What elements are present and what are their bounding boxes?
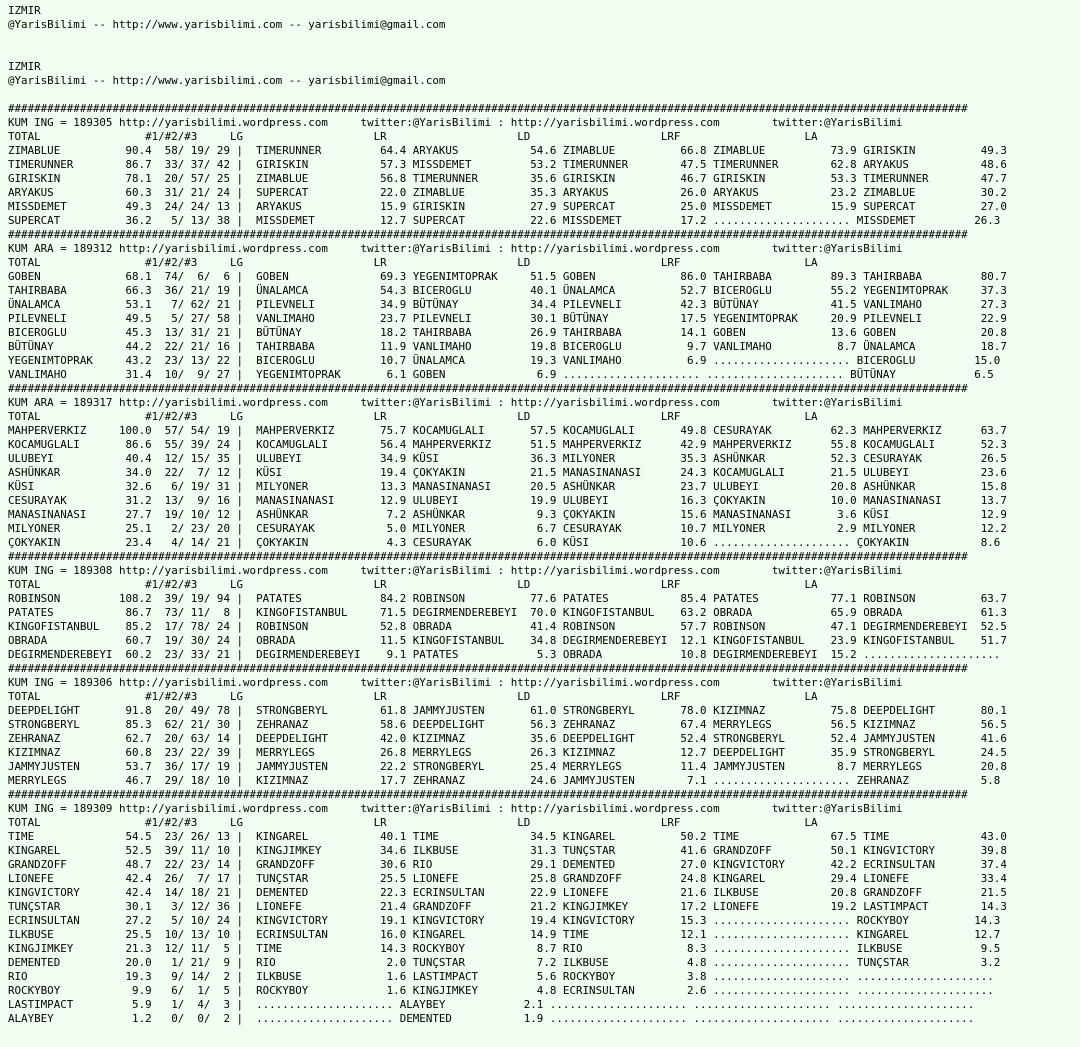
table-row: TIMERUNNER 86.7 33/ 37/ 42 | GIRISKIN 57.3 MISSDEMET 53.2 TIMERUNNER 47.5 TIMERUNNER 62.8 ARYAKUS 48.6 (8, 158, 1007, 171)
column-headers: TOTAL #1/#2/#3 LG LR LD LRF LA (8, 578, 818, 591)
table-row: MERRYLEGS 46.7 29/ 18/ 10 | KIZIMNAZ 17.7 ZEHRANAZ 24.6 JAMMYJUSTEN 7.1 ..................... ZEHRANAZ 5.8 (8, 774, 1001, 787)
race-title: KUM ING = 189309 http://yarisbilimi.wordpress.com twitter:@YarisBilimi : http://yarisbilimi.wordpress.com twitter:@YarisBilimi (8, 802, 903, 815)
race-table (8, 788, 1080, 1026)
table-row: BICEROGLU 45.3 13/ 31/ 21 | BÜTÜNAY 18.2 TAHIRBABA 26.9 TAHIRBABA 14.1 GOBEN 13.6 GOBEN 20.8 (8, 326, 1007, 339)
table-row: KINGAREL 52.5 39/ 11/ 10 | KINGJIMKEY 34.6 ILKBUSE 31.3 TUNÇSTAR 41.6 GRANDZOFF 50.1 KINGVICTORY 39.8 (8, 844, 1007, 857)
header-contact: @YarisBilimi -- http://www.yarisbilimi.com -- yarisbilimi@gmail.com (8, 74, 446, 87)
table-row: MAHPERVERKIZ 100.0 57/ 54/ 19 | MAHPERVERKIZ 75.7 KOCAMUGLALI 57.5 KOCAMUGLALI 49.8 CESURAYAK 62.3 MAHPERVERKIZ 63.7 (8, 424, 1007, 437)
table-row: RIO 19.3 9/ 14/ 2 | ILKBUSE 1.6 LASTIMPACT 5.6 ROCKYBOY 3.8 ..................... ..................... (8, 970, 994, 983)
table-row: DEMENTED 20.0 1/ 21/ 9 | RIO 2.0 TUNÇSTAR 7.2 ILKBUSE 4.8 ..................... TUNÇSTAR 3.2 (8, 956, 1001, 969)
column-headers: TOTAL #1/#2/#3 LG LR LD LRF LA (8, 130, 818, 143)
spacer (8, 46, 1080, 60)
separator: ################################################################################################################################################### (8, 228, 968, 241)
column-headers: TOTAL #1/#2/#3 LG LR LD LRF LA (8, 816, 818, 829)
table-row: KÜSI 32.6 6/ 19/ 31 | MILYONER 13.3 MANASINANASI 20.5 ASHÜNKAR 23.7 ULUBEYI 20.8 ASHÜNKAR 15.8 (8, 480, 1007, 493)
table-row: VANLIMAHO 31.4 10/ 9/ 27 | YEGENIMTOPRAK 6.1 GOBEN 6.9 ..................... ..................... BÜTÜNAY 6.5 (8, 368, 994, 381)
header-city: IZMIR (8, 60, 41, 73)
race-title: KUM ING = 189306 http://yarisbilimi.wordpress.com twitter:@YarisBilimi : http://yarisbilimi.wordpress.com twitter:@YarisBilimi (8, 676, 903, 689)
table-row: ZIMABLUE 90.4 58/ 19/ 29 | TIMERUNNER 64.4 ARYAKUS 54.6 ZIMABLUE 66.8 ZIMABLUE 73.9 GIRISKIN 49.3 (8, 144, 1007, 157)
separator: ################################################################################################################################################### (8, 788, 968, 801)
race-title: KUM ARA = 189312 http://yarisbilimi.wordpress.com twitter:@YarisBilimi : http://yarisbilimi.wordpress.com twitter:@YarisBilimi (8, 242, 903, 255)
table-row: KINGOFISTANBUL 85.2 17/ 78/ 24 | ROBINSON 52.8 OBRADA 41.4 ROBINSON 57.7 ROBINSON 47.1 DEGIRMENDEREBEYI 52.5 (8, 620, 1007, 633)
table-row: MISSDEMET 49.3 24/ 24/ 13 | ARYAKUS 15.9 GIRISKIN 27.9 SUPERCAT 25.0 MISSDEMET 15.9 SUPERCAT 27.0 (8, 200, 1007, 213)
table-row: YEGENIMTOPRAK 43.2 23/ 13/ 22 | BICEROGLU 10.7 ÜNALAMCA 19.3 VANLIMAHO 6.9 ..................... BICEROGLU 15.0 (8, 354, 1001, 367)
table-row: BÜTÜNAY 44.2 22/ 21/ 16 | TAHIRBABA 11.9 VANLIMAHO 19.8 BICEROGLU 9.7 VANLIMAHO 8.7 ÜNALAMCA 18.7 (8, 340, 1007, 353)
race-title: KUM ING = 189308 http://yarisbilimi.wordpress.com twitter:@YarisBilimi : http://yarisbilimi.wordpress.com twitter:@YarisBilimi (8, 564, 903, 577)
table-row: KIZIMNAZ 60.8 23/ 22/ 39 | MERRYLEGS 26.8 MERRYLEGS 26.3 KIZIMNAZ 12.7 DEEPDELIGHT 35.9 STRONGBERYL 24.5 (8, 746, 1007, 759)
race-title: KUM ARA = 189317 http://yarisbilimi.wordpress.com twitter:@YarisBilimi : http://yarisbilimi.wordpress.com twitter:@YarisBilimi (8, 396, 903, 409)
table-row: TUNÇSTAR 30.1 3/ 12/ 36 | LIONEFE 21.4 GRANDZOFF 21.2 KINGJIMKEY 17.2 LIONEFE 19.2 LASTIMPACT 14.3 (8, 900, 1007, 913)
separator: ################################################################################################################################################### (8, 550, 968, 563)
header-contact: @YarisBilimi -- http://www.yarisbilimi.com -- yarisbilimi@gmail.com (8, 18, 446, 31)
race-title: KUM ING = 189305 http://yarisbilimi.wordpress.com twitter:@YarisBilimi : http://yarisbilimi.wordpress.com twitter:@YarisBilimi (8, 116, 903, 129)
table-row: DEEPDELIGHT 91.8 20/ 49/ 78 | STRONGBERYL 61.8 JAMMYJUSTEN 61.0 STRONGBERYL 78.0 KIZIMNAZ 75.8 DEEPDELIGHT 80.1 (8, 704, 1007, 717)
table-row: MILYONER 25.1 2/ 23/ 20 | CESURAYAK 5.0 MILYONER 6.7 CESURAYAK 10.7 MILYONER 2.9 MILYONER 12.2 (8, 522, 1007, 535)
table-row: JAMMYJUSTEN 53.7 36/ 17/ 19 | JAMMYJUSTEN 22.2 STRONGBERYL 25.4 MERRYLEGS 11.4 JAMMYJUSTEN 8.7 MERRYLEGS 20.8 (8, 760, 1007, 773)
table-row: GIRISKIN 78.1 20/ 57/ 25 | ZIMABLUE 56.8 TIMERUNNER 35.6 GIRISKIN 46.7 GIRISKIN 53.3 TIMERUNNER 47.7 (8, 172, 1007, 185)
separator: ################################################################################################################################################### (8, 102, 968, 115)
table-row: ARYAKUS 60.3 31/ 21/ 24 | SUPERCAT 22.0 ZIMABLUE 35.3 ARYAKUS 26.0 ARYAKUS 23.2 ZIMABLUE 30.2 (8, 186, 1007, 199)
table-row: ECRINSULTAN 27.2 5/ 10/ 24 | KINGVICTORY 19.1 KINGVICTORY 19.4 KINGVICTORY 15.3 ..................... ROCKYBOY 14.3 (8, 914, 1001, 927)
race-table (8, 228, 1080, 382)
race-table (8, 102, 1080, 228)
table-row: ZEHRANAZ 62.7 20/ 63/ 14 | DEEPDELIGHT 42.0 KIZIMNAZ 35.6 DEEPDELIGHT 52.4 STRONGBERYL 52.4 JAMMYJUSTEN 41.6 (8, 732, 1007, 745)
table-row: STRONGBERYL 85.3 62/ 21/ 30 | ZEHRANAZ 58.6 DEEPDELIGHT 56.3 ZEHRANAZ 67.4 MERRYLEGS 56.5 KIZIMNAZ 56.5 (8, 718, 1007, 731)
table-row: GOBEN 68.1 74/ 6/ 6 | GOBEN 69.3 YEGENIMTOPRAK 51.5 GOBEN 86.0 TAHIRBABA 89.3 TAHIRBABA 80.7 (8, 270, 1007, 283)
table-row: GRANDZOFF 48.7 22/ 23/ 14 | GRANDZOFF 30.6 RIO 29.1 DEMENTED 27.0 KINGVICTORY 42.2 ECRINSULTAN 37.4 (8, 858, 1007, 871)
separator: ################################################################################################################################################### (8, 662, 968, 675)
table-row: PATATES 86.7 73/ 11/ 8 | KINGOFISTANBUL 71.5 DEGIRMENDEREBEYI 70.0 KINGOFISTANBUL 63.2 OBRADA 65.9 OBRADA 61.3 (8, 606, 1007, 619)
race-table (8, 662, 1080, 788)
table-row: PILEVNELI 49.5 5/ 27/ 58 | VANLIMAHO 23.7 PILEVNELI 30.1 BÜTÜNAY 17.5 YEGENIMTOPRAK 20.9 PILEVNELI 22.9 (8, 312, 1007, 325)
table-row: KINGVICTORY 42.4 14/ 18/ 21 | DEMENTED 22.3 ECRINSULTAN 22.9 LIONEFE 21.6 ILKBUSE 20.8 GRANDZOFF 21.5 (8, 886, 1007, 899)
table-row: KOCAMUGLALI 86.6 55/ 39/ 24 | KOCAMUGLALI 56.4 MAHPERVERKIZ 51.5 MAHPERVERKIZ 42.9 MAHPERVERKIZ 55.8 KOCAMUGLALI 52.3 (8, 438, 1007, 451)
table-row: CESURAYAK 31.2 13/ 9/ 16 | MANASINANASI 12.9 ULUBEYI 19.9 ULUBEYI 16.3 ÇOKYAKIN 10.0 MANASINANASI 13.7 (8, 494, 1007, 507)
table-row: MANASINANASI 27.7 19/ 10/ 12 | ASHÜNKAR 7.2 ASHÜNKAR 9.3 ÇOKYAKIN 15.6 MANASINANASI 3.6 KÜSI 12.9 (8, 508, 1007, 521)
table-row: ULUBEYI 40.4 12/ 15/ 35 | ULUBEYI 34.9 KÜSI 36.3 MILYONER 35.3 ASHÜNKAR 52.3 CESURAYAK 26.5 (8, 452, 1007, 465)
table-row: ALAYBEY 1.2 0/ 0/ 2 | ..................... DEMENTED 1.9 ..................... ..................... ..................... (8, 1012, 975, 1025)
table-row: LIONEFE 42.4 26/ 7/ 17 | TUNÇSTAR 25.5 LIONEFE 25.8 GRANDZOFF 24.8 KINGAREL 29.4 LIONEFE 33.4 (8, 872, 1007, 885)
race-tables (8, 102, 1080, 1026)
column-headers: TOTAL #1/#2/#3 LG LR LD LRF LA (8, 690, 818, 703)
table-row: LASTIMPACT 5.9 1/ 4/ 3 | ..................... ALAYBEY 2.1 ..................... ..................... ..................... (8, 998, 975, 1011)
table-row: ASHÜNKAR 34.0 22/ 7/ 12 | KÜSI 19.4 ÇOKYAKIN 21.5 MANASINANASI 24.3 KOCAMUGLALI 21.5 ULUBEYI 23.6 (8, 466, 1007, 479)
table-row: ÜNALAMCA 53.1 7/ 62/ 21 | PILEVNELI 34.9 BÜTÜNAY 34.4 PILEVNELI 42.3 BÜTÜNAY 41.5 VANLIMAHO 27.3 (8, 298, 1007, 311)
race-table (8, 550, 1080, 662)
column-headers: TOTAL #1/#2/#3 LG LR LD LRF LA (8, 410, 818, 423)
separator: ################################################################################################################################################### (8, 382, 968, 395)
race-table (8, 382, 1080, 550)
header-city: IZMIR (8, 4, 41, 17)
table-row: ROCKYBOY 9.9 6/ 1/ 5 | ROCKYBOY 1.6 KINGJIMKEY 4.8 ECRINSULTAN 2.6 ..................... ..................... (8, 984, 994, 997)
table-row: OBRADA 60.7 19/ 30/ 24 | OBRADA 11.5 KINGOFISTANBUL 34.8 DEGIRMENDEREBEYI 12.1 KINGOFISTANBUL 23.9 KINGOFISTANBUL 51.7 (8, 634, 1007, 647)
table-row: KINGJIMKEY 21.3 12/ 11/ 5 | TIME 14.3 ROCKYBOY 8.7 RIO 8.3 ..................... ILKBUSE 9.5 (8, 942, 1001, 955)
table-row: ROBINSON 108.2 39/ 19/ 94 | PATATES 84.2 ROBINSON 77.6 PATATES 85.4 PATATES 77.1 ROBINSON 63.7 (8, 592, 1007, 605)
table-row: TIME 54.5 23/ 26/ 13 | KINGAREL 40.1 TIME 34.5 KINGAREL 50.2 TIME 67.5 TIME 43.0 (8, 830, 1007, 843)
table-row: SUPERCAT 36.2 5/ 13/ 38 | MISSDEMET 12.7 SUPERCAT 22.6 MISSDEMET 17.2 ..................... MISSDEMET 26.3 (8, 214, 1001, 227)
table-row: ÇOKYAKIN 23.4 4/ 14/ 21 | ÇOKYAKIN 4.3 CESURAYAK 6.0 KÜSI 10.6 ..................... ÇOKYAKIN 8.6 (8, 536, 1001, 549)
spacer (8, 88, 1080, 102)
spacer (8, 32, 1080, 46)
table-row: TAHIRBABA 66.3 36/ 21/ 19 | ÜNALAMCA 54.3 BICEROGLU 40.1 ÜNALAMCA 52.7 BICEROGLU 55.2 YEGENIMTOPRAK 37.3 (8, 284, 1007, 297)
table-row: DEGIRMENDEREBEYI 60.2 23/ 33/ 21 | DEGIRMENDEREBEYI 9.1 PATATES 5.3 OBRADA 10.8 DEGIRMENDEREBEYI 15.2 ..................... (8, 648, 1001, 661)
table-row: ILKBUSE 25.5 10/ 13/ 10 | ECRINSULTAN 16.0 KINGAREL 14.9 TIME 12.1 ..................... KINGAREL 12.7 (8, 928, 1001, 941)
column-headers: TOTAL #1/#2/#3 LG LR LD LRF LA (8, 256, 818, 269)
